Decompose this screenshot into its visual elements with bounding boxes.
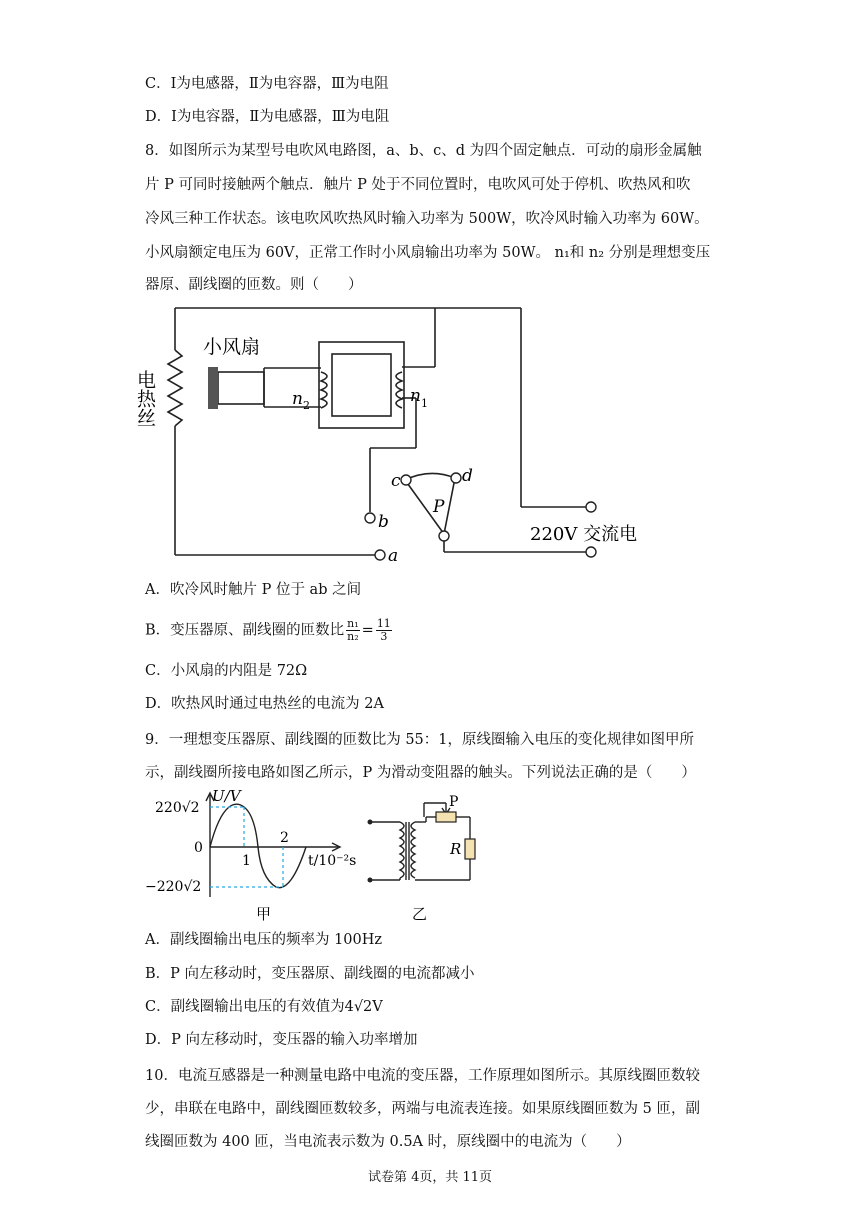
q8-option-c: C．小风扇的内阻是 72Ω (145, 663, 308, 679)
q8-stem-line3: 冷风三种工作状态。该电吹风吹热风时输入功率为 500W，吹冷风时输入功率为 60W。 (145, 211, 709, 227)
q7-option-c: C．Ⅰ为电感器，Ⅱ为电容器，Ⅲ为电阻 (145, 76, 389, 92)
ratio-fraction: $\frac{\text{n₁}}{\text{n₂}}$ (347, 617, 359, 643)
graph-xlabel: t/10⁻²s (308, 853, 357, 869)
q9-option-c (145, 997, 383, 1017)
q9-option-d: D．P 向左移动时，变压器的输入功率增加 (145, 1032, 418, 1048)
q8-stem-line1: 8．如图所示为某型号电吹风电路图，a、b、c、d 为四个固定触点．可动的扇形金属触 (145, 143, 702, 159)
graph-ybottom: −220√2 (145, 879, 202, 895)
q7-option-d: D．Ⅰ为电容器，Ⅱ为电感器，Ⅲ为电阻 (145, 109, 390, 125)
q8-option-d: D．吹热风时通过电热丝的电流为 2A (145, 696, 384, 712)
ratio-value-fraction: $\frac{11}{3}$ (376, 617, 391, 643)
q9-stem-line2: 示，副线圈所接电路如图乙所示，P 为滑动变阻器的触头。下列说法正确的是（ ） (145, 765, 696, 781)
graph-yzero: 0 (194, 840, 203, 856)
q10-stem-line2: 少，串联在电路中，副线圈匝数较多，两端与电流表连接。如果原线圈匝数为 5 匝，副 (145, 1101, 700, 1117)
n1-sub: 1 (421, 397, 428, 410)
q8-stem-line4: 小风扇额定电压为 60V，正常工作时小风扇输出功率为 50W。 n₁和 n₂ 分别是理想变压 (145, 245, 711, 261)
page-footer: 试卷第 4页，共 11页 (367, 1170, 493, 1185)
q9-option-b: B．P 向左移动时，变压器原、副线圈的电流都减小 (145, 966, 475, 982)
switch-p-label: P (433, 497, 445, 517)
caption-yi: 乙 (412, 905, 428, 923)
graph-ytop: 220√2 (155, 800, 200, 816)
graph-x1: 1 (242, 853, 251, 869)
q8-circuit-figure (134, 300, 660, 570)
ac-source-label: 220V 交流电 (530, 524, 638, 545)
contact-d-label: d (462, 466, 473, 486)
rheostat-p-label: P (449, 794, 459, 810)
q8-option-b: B．变压器原、副线圈的匝数比 $\frac{\text{n₁}}{\text{n₂}}$ = $\frac{11}{3}$ (145, 617, 391, 643)
q9-option-c-value: 4√2V (344, 999, 383, 1015)
caption-jia: 甲 (256, 905, 272, 923)
n1-label: n (410, 386, 421, 406)
q8-stem-line2: 片 P 可同时接触两个触点．触片 P 处于不同位置时，电吹风可处于停机、吹热风和吹 (145, 177, 691, 193)
n2-label: n (292, 389, 303, 409)
q9-stem-line1: 9．一理想变压器原、副线圈的匝数比为 55：1，原线圈输入电压的变化规律如图甲所 (145, 732, 695, 748)
q9-option-a: A．副线圈输出电压的频率为 100Hz (145, 932, 383, 948)
contact-c-label: c (391, 471, 401, 491)
heater-label: 电热丝 (134, 370, 156, 427)
contact-b-label: b (378, 512, 389, 532)
fan-label: 小风扇 (203, 336, 261, 358)
q10-stem-line1: 10．电流互感器是一种测量电路中电流的变压器，工作原理如图所示。其原线圈匝数较 (145, 1068, 700, 1084)
q8-option-b-prefix: B．变压器原、副线圈的匝数比 (145, 622, 345, 639)
q8-option-a: A．吹冷风时触片 P 位于 ab 之间 (145, 582, 362, 598)
resistor-r-label: R (450, 840, 462, 858)
graph-x2: 2 (280, 830, 289, 846)
q10-stem-line3: 线圈匝数为 400 匝，当电流表示数为 0.5A 时，原线圈中的电流为（ ） (145, 1134, 631, 1150)
q9-figure (140, 787, 500, 927)
graph-ylabel: U/V (212, 787, 241, 805)
contact-a-label: a (388, 546, 399, 566)
n2-sub: 2 (303, 399, 310, 412)
q8-stem-line5: 器原、副线圈的匝数。则（ ） (145, 277, 363, 293)
q9-option-c-prefix: C．副线圈输出电压的有效值为 (145, 999, 345, 1015)
